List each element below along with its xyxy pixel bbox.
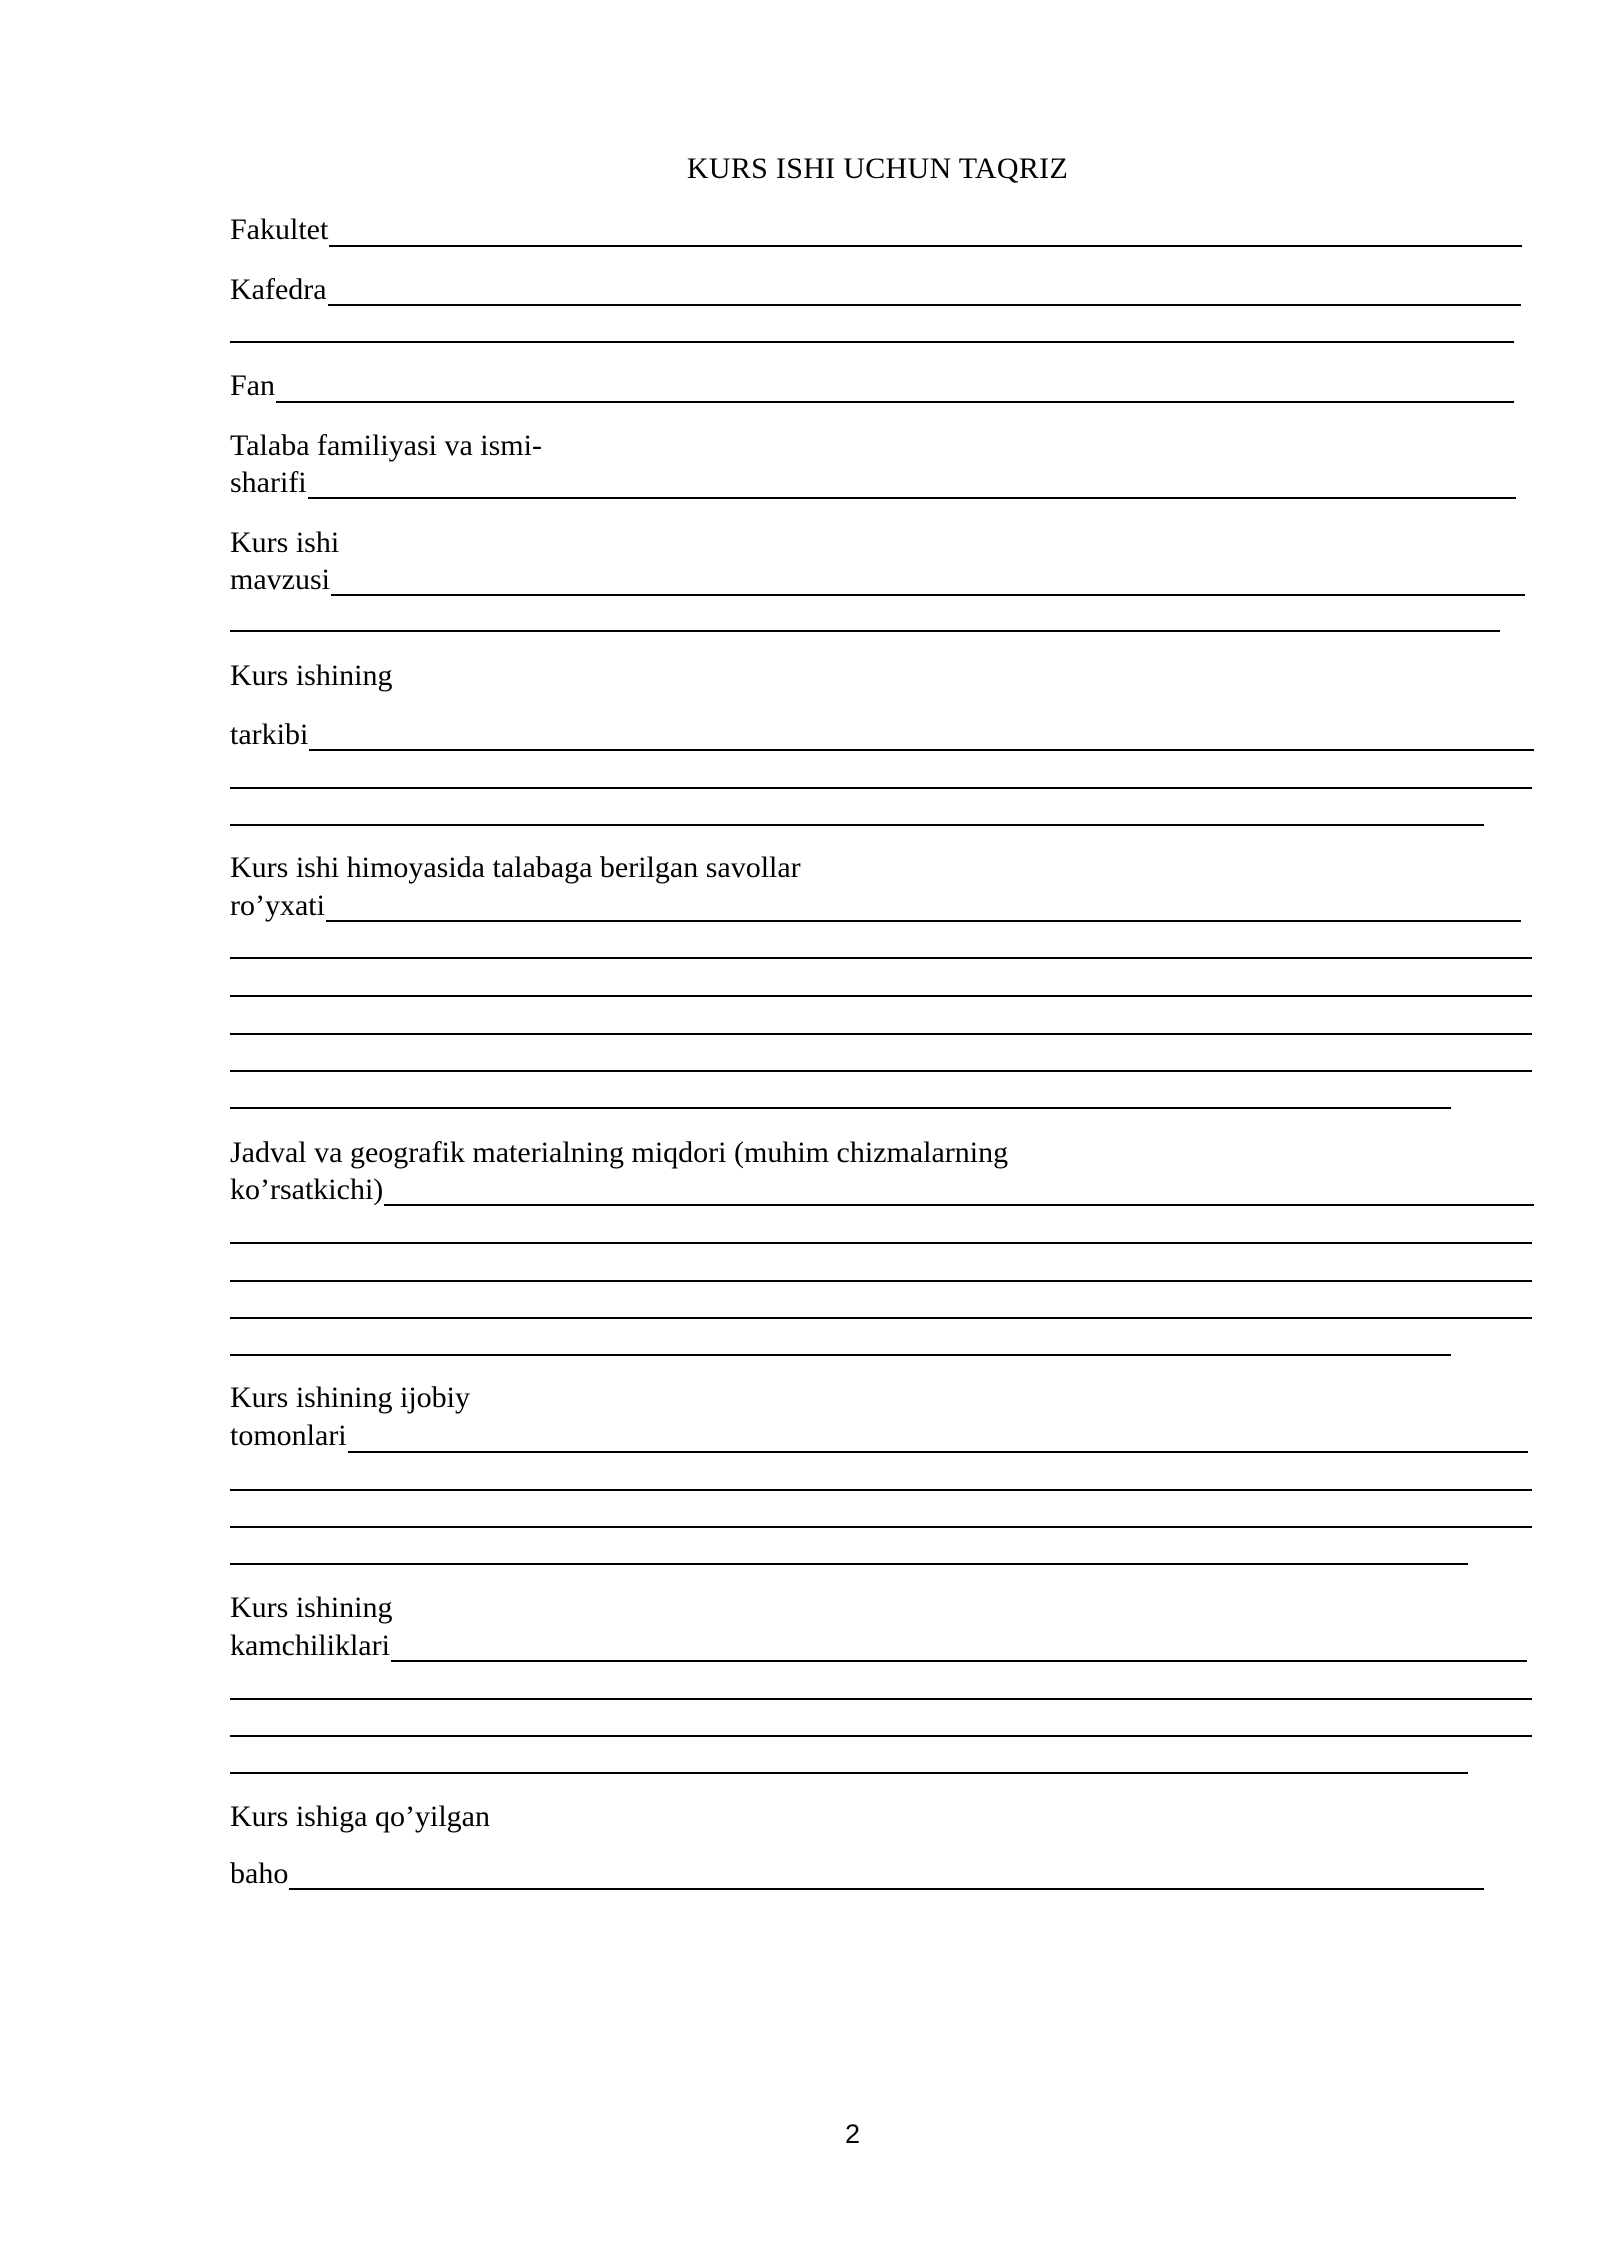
talaba-label: Talaba familiyasi va ismi- [230,429,542,462]
mavzu-field-line-2[interactable] [230,630,1500,632]
kamchilik-field-line-4[interactable] [230,1772,1468,1774]
savollar-field-line-5[interactable] [230,1070,1532,1072]
mavzu-field-line[interactable] [230,594,1525,596]
jadval-label-line2: ko’rsatkichi) [230,1173,384,1206]
ijobiy-field-line-4[interactable] [230,1563,1468,1565]
tarkib-field-line-3[interactable] [230,824,1484,826]
baho-field-line[interactable] [230,1888,1484,1890]
document-title: KURS ISHI UCHUN TAQRIZ [686,152,1069,185]
mavzu-label: Kurs ishi [230,526,340,559]
tarkib-field-line-2[interactable] [230,787,1532,789]
baho-label: Kurs ishiga qo’yilgan [230,1800,490,1833]
tarkib-label-line2: tarkibi [230,718,309,751]
savollar-field-line-4[interactable] [230,1033,1532,1035]
jadval-field-line-3[interactable] [230,1280,1532,1282]
kamchilik-label-line2: kamchiliklari [230,1629,390,1662]
ijobiy-label: Kurs ishining ijobiy [230,1381,471,1414]
ijobiy-field-line-3[interactable] [230,1526,1532,1528]
mavzu-label-line2: mavzusi [230,563,330,596]
savollar-field-line-6[interactable] [230,1107,1451,1109]
fan-label: Fan [230,369,275,402]
jadval-field-line[interactable] [230,1204,1534,1206]
kamchilik-field-line-2[interactable] [230,1698,1532,1700]
savollar-field-line-3[interactable] [230,995,1532,997]
savollar-field-line-2[interactable] [230,957,1532,959]
jadval-field-line-2[interactable] [230,1242,1532,1244]
kamchilik-field-line[interactable] [230,1660,1527,1662]
jadval-field-line-4[interactable] [230,1317,1532,1319]
fakultet-label: Fakultet [230,213,329,246]
kafedra-label: Kafedra [230,273,327,306]
talaba-field-line[interactable] [230,497,1516,499]
page-number: 2 [844,2119,861,2149]
tarkib-label: Kurs ishining [230,659,393,692]
kafedra-field-line-2[interactable] [230,341,1514,343]
talaba-label-line2: sharifi [230,466,307,499]
savollar-field-line[interactable] [230,920,1521,922]
fan-field-line[interactable] [230,401,1514,403]
kamchilik-label: Kurs ishining [230,1591,393,1624]
ijobiy-label-line2: tomonlari [230,1419,347,1452]
ijobiy-field-line-2[interactable] [230,1489,1532,1491]
fakultet-field-line[interactable] [230,245,1522,247]
kafedra-field-line[interactable] [230,304,1521,306]
jadval-field-line-5[interactable] [230,1354,1451,1356]
ijobiy-field-line[interactable] [230,1451,1528,1453]
savollar-label: Kurs ishi himoyasida talabaga berilgan savollar [230,851,801,884]
jadval-label: Jadval va geografik materialning miqdori (muhim chizmalarning [230,1136,1009,1169]
tarkib-field-line[interactable] [230,749,1534,751]
savollar-label-line2: ro’yxati [230,889,325,922]
baho-label-line2: baho [230,1857,289,1890]
kamchilik-field-line-3[interactable] [230,1735,1532,1737]
